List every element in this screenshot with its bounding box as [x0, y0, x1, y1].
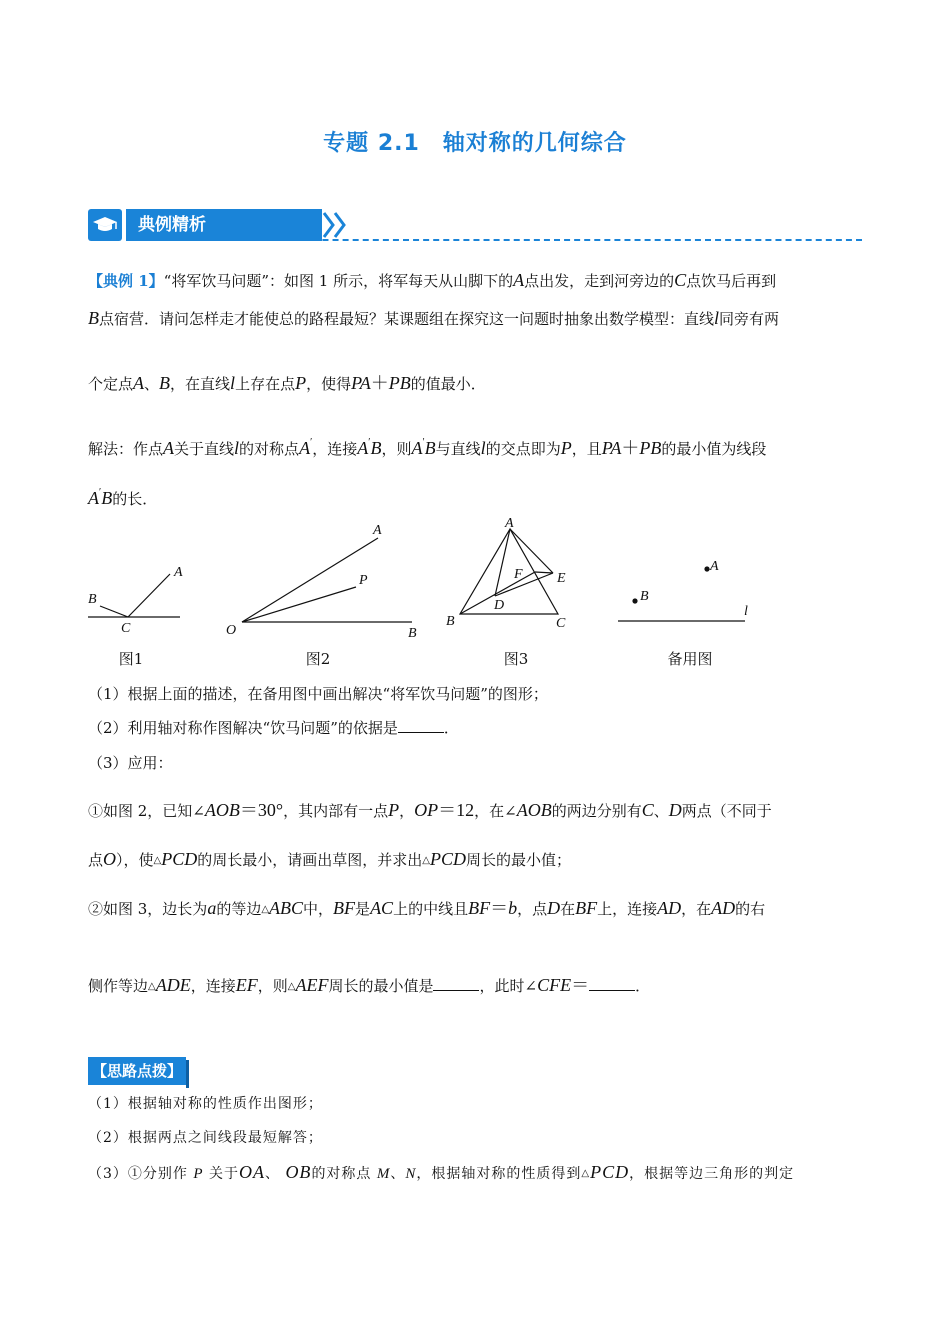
question-3a-line-1: ①如图 2，已知∠AOB＝30°，其内部有一点P，OP＝12，在∠AOB的两边分别有C、D两点（不同于	[88, 800, 772, 820]
label-C: C	[556, 616, 566, 631]
chevron-right-icon	[333, 211, 347, 239]
answer-blank[interactable]	[433, 976, 479, 991]
hint-2: （2）根据两点之间线段最短解答；	[88, 1130, 323, 1146]
figure-3-caption: 图3	[503, 650, 529, 668]
figure-spare	[612, 552, 762, 632]
page-title: 专题 2.1 轴对称的几何综合	[323, 131, 627, 156]
section-divider	[252, 239, 862, 241]
label-C: C	[121, 621, 131, 636]
example-line-3: 个定点A、B，在直线l上存在点P，使得PA＋PB的值最小．	[88, 373, 486, 393]
label-B: B	[640, 589, 649, 604]
label-A: A	[174, 565, 183, 580]
example-tag: 【典例 1】	[88, 272, 164, 290]
label-l: l	[744, 604, 748, 619]
figure-2-caption: 图2	[305, 650, 331, 668]
label-O: O	[226, 623, 237, 638]
example-line-1: 【典例 1】“将军饮马问题”：如图 1 所示，将军每天从山脚下的A点出发，走到河旁边的C点饮马后再到	[88, 270, 777, 290]
figure-2	[222, 518, 428, 642]
figure-1	[84, 560, 188, 640]
label-D: D	[494, 598, 505, 613]
label-F: F	[514, 567, 523, 582]
label-B: B	[88, 592, 97, 607]
label-B: B	[408, 626, 417, 641]
question-2: （2）利用轴对称作图解决“饮马问题”的依据是 ．	[88, 719, 459, 737]
question-3: （3）应用：	[88, 754, 173, 772]
figure-1-caption: 图1	[118, 650, 144, 668]
label-A: A	[505, 516, 514, 531]
question-1: （1）根据上面的描述，在备用图中画出解决“将军饮马问题”的图形；	[88, 685, 548, 703]
figure-3	[440, 512, 582, 636]
graduation-cap-icon	[88, 209, 122, 241]
hint-3: （3）①分别作 P 关于OA、 OB的对称点 M、N，根据轴对称的性质得到△PCD，根据等边三角形的判定	[88, 1162, 795, 1182]
answer-blank[interactable]	[589, 976, 635, 991]
label-A: A	[710, 559, 719, 574]
question-3b-line-2: 侧作等边△ADE，连接EF，则△AEF周长的最小值是 ，此时∠CFE＝ ．	[88, 975, 651, 995]
label-B: B	[446, 614, 455, 629]
label-P: P	[359, 573, 368, 588]
example-line-4: 解法：作点A关于直线l的对称点A′，连接A′B，则A′B与直线l的交点即为P，且PA＋PB的最小值为线段	[88, 437, 767, 458]
question-3b-line-1: ②如图 3，边长为a的等边△ABC中，BF是AC上的中线且BF＝b，点D在BF上，连接AD，在AD的右	[88, 898, 766, 918]
question-3a-line-2: 点O），使△PCD的周长最小，请画出草图，并求出△PCD周长的最小值；	[88, 849, 571, 869]
section-label: 典例精析	[126, 209, 322, 241]
figure-spare-caption: 备用图	[667, 650, 713, 668]
hint-label: 【思路点拨】	[88, 1057, 186, 1085]
example-line-2: B点宿营．请问怎样走才能使总的路程最短？某课题组在探究这一问题时抽象出数学模型：直线l同旁有两	[88, 308, 780, 328]
label-A: A	[373, 523, 382, 538]
hint-1: （1）根据轴对称的性质作出图形；	[88, 1096, 323, 1112]
answer-blank[interactable]	[398, 718, 444, 733]
example-line-5: A′B的长．	[88, 487, 158, 508]
label-E: E	[557, 571, 566, 586]
